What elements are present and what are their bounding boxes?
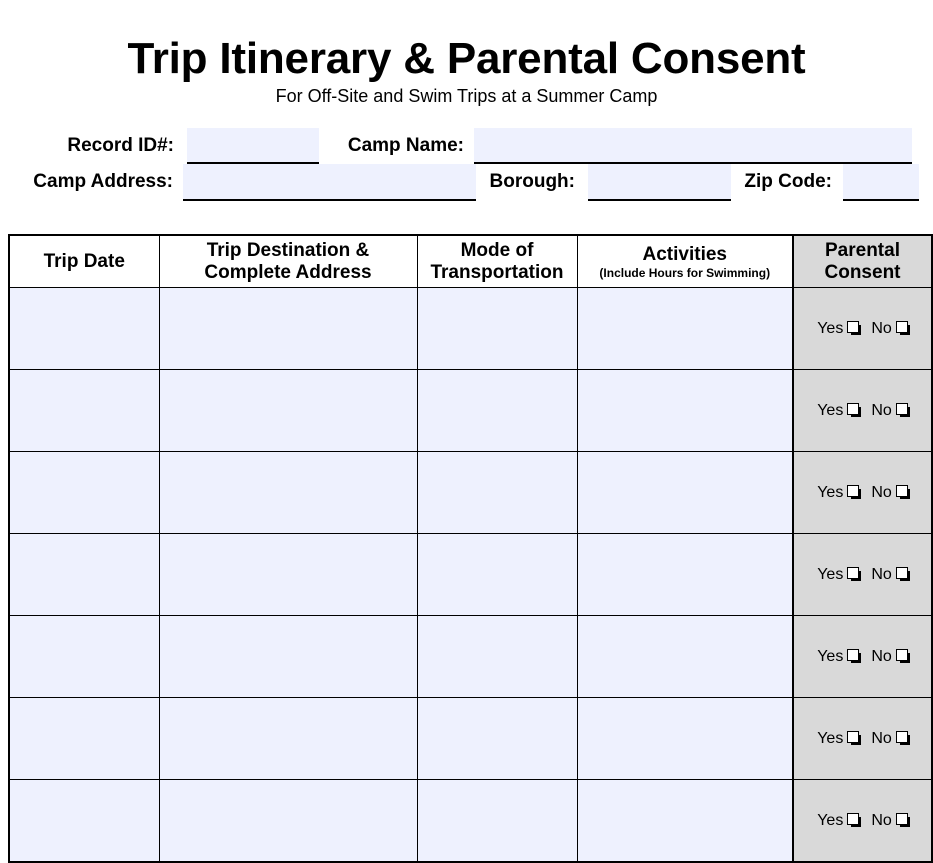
cell-parental-consent <box>793 780 932 863</box>
consent-yes-option[interactable] <box>817 648 859 666</box>
cell-activities[interactable] <box>577 780 793 863</box>
cell-destination[interactable] <box>159 288 417 370</box>
table-row <box>9 698 932 780</box>
cell-destination[interactable] <box>159 616 417 698</box>
consent-yes-label: Yes <box>817 729 844 747</box>
consent-no-label: No <box>871 811 892 829</box>
checkbox-icon[interactable] <box>847 485 859 497</box>
consent-yes-option[interactable] <box>817 402 859 420</box>
table-header-row <box>9 235 932 288</box>
consent-yes-label: Yes <box>817 401 844 419</box>
consent-no-option[interactable] <box>871 484 907 502</box>
cell-activities[interactable] <box>577 698 793 780</box>
consent-yes-label: Yes <box>817 647 844 665</box>
table-row <box>9 452 932 534</box>
camp-address-input[interactable] <box>183 164 476 201</box>
checkbox-icon[interactable] <box>896 649 908 661</box>
zip-code-label: Zip Code: <box>744 171 832 192</box>
activities-note: (Include Hours for Swimming) <box>599 265 771 280</box>
col-header-transportation: Mode of Transportation <box>417 235 577 288</box>
consent-no-option[interactable] <box>871 402 907 420</box>
checkbox-icon[interactable] <box>847 649 859 661</box>
cell-parental-consent <box>793 452 932 534</box>
consent-no-label: No <box>871 319 892 337</box>
cell-trip-date[interactable] <box>9 534 159 616</box>
col-header-trip-date: Trip Date <box>9 235 159 288</box>
consent-yes-option[interactable] <box>817 730 859 748</box>
cell-mode[interactable] <box>417 370 577 452</box>
cell-trip-date[interactable] <box>9 370 159 452</box>
record-id-input[interactable] <box>187 128 319 164</box>
consent-no-label: No <box>871 647 892 665</box>
checkbox-icon[interactable] <box>847 731 859 743</box>
col-header-destination: Trip Destination & Complete Address <box>159 235 417 288</box>
consent-yes-option[interactable] <box>817 812 859 830</box>
cell-parental-consent <box>793 534 932 616</box>
consent-no-option[interactable] <box>871 648 907 666</box>
checkbox-icon[interactable] <box>896 731 908 743</box>
consent-yes-option[interactable] <box>817 320 859 338</box>
cell-destination[interactable] <box>159 780 417 863</box>
col-header-parental-consent: Parental Consent <box>793 235 932 288</box>
borough-label: Borough: <box>489 171 575 192</box>
consent-yes-option[interactable] <box>817 566 859 584</box>
record-id-label: Record ID#: <box>67 135 174 156</box>
cell-activities[interactable] <box>577 616 793 698</box>
camp-address-label: Camp Address: <box>33 171 173 192</box>
consent-yes-label: Yes <box>817 565 844 583</box>
checkbox-icon[interactable] <box>896 485 908 497</box>
cell-activities[interactable] <box>577 534 793 616</box>
cell-activities[interactable] <box>577 452 793 534</box>
cell-destination[interactable] <box>159 370 417 452</box>
cell-trip-date[interactable] <box>9 616 159 698</box>
trip-itinerary-table <box>8 234 933 863</box>
cell-trip-date[interactable] <box>9 698 159 780</box>
cell-destination[interactable] <box>159 534 417 616</box>
checkbox-icon[interactable] <box>896 403 908 415</box>
checkbox-icon[interactable] <box>896 813 908 825</box>
zip-code-input[interactable] <box>843 164 919 201</box>
table-row <box>9 288 932 370</box>
cell-trip-date[interactable] <box>9 452 159 534</box>
consent-no-label: No <box>871 565 892 583</box>
consent-no-label: No <box>871 729 892 747</box>
checkbox-icon[interactable] <box>847 321 859 333</box>
table-row <box>9 616 932 698</box>
consent-yes-label: Yes <box>817 483 844 501</box>
cell-mode[interactable] <box>417 780 577 863</box>
cell-activities[interactable] <box>577 288 793 370</box>
page-title: Trip Itinerary & Parental Consent <box>127 34 806 83</box>
cell-destination[interactable] <box>159 698 417 780</box>
consent-no-option[interactable] <box>871 566 907 584</box>
cell-parental-consent <box>793 616 932 698</box>
consent-yes-label: Yes <box>817 811 844 829</box>
checkbox-icon[interactable] <box>847 813 859 825</box>
consent-no-label: No <box>871 483 892 501</box>
cell-destination[interactable] <box>159 452 417 534</box>
checkbox-icon[interactable] <box>896 567 908 579</box>
consent-no-label: No <box>871 401 892 419</box>
cell-parental-consent <box>793 288 932 370</box>
cell-mode[interactable] <box>417 616 577 698</box>
cell-mode[interactable] <box>417 288 577 370</box>
cell-mode[interactable] <box>417 698 577 780</box>
consent-no-option[interactable] <box>871 320 907 338</box>
cell-mode[interactable] <box>417 534 577 616</box>
checkbox-icon[interactable] <box>896 321 908 333</box>
checkbox-icon[interactable] <box>847 567 859 579</box>
consent-yes-label: Yes <box>817 319 844 337</box>
cell-activities[interactable] <box>577 370 793 452</box>
checkbox-icon[interactable] <box>847 403 859 415</box>
page-subtitle: For Off-Site and Swim Trips at a Summer Camp <box>275 86 658 106</box>
borough-input[interactable] <box>588 164 731 201</box>
consent-no-option[interactable] <box>871 812 907 830</box>
cell-trip-date[interactable] <box>9 288 159 370</box>
cell-parental-consent <box>793 698 932 780</box>
consent-no-option[interactable] <box>871 730 907 748</box>
camp-name-label: Camp Name: <box>347 135 464 156</box>
table-row <box>9 780 932 863</box>
col-header-activities: Activities (Include Hours for Swimming) <box>577 235 793 288</box>
cell-trip-date[interactable] <box>9 780 159 863</box>
table-row <box>9 370 932 452</box>
cell-mode[interactable] <box>417 452 577 534</box>
cell-parental-consent <box>793 370 932 452</box>
camp-name-input[interactable] <box>474 128 912 164</box>
consent-yes-option[interactable] <box>817 484 859 502</box>
table-row <box>9 534 932 616</box>
